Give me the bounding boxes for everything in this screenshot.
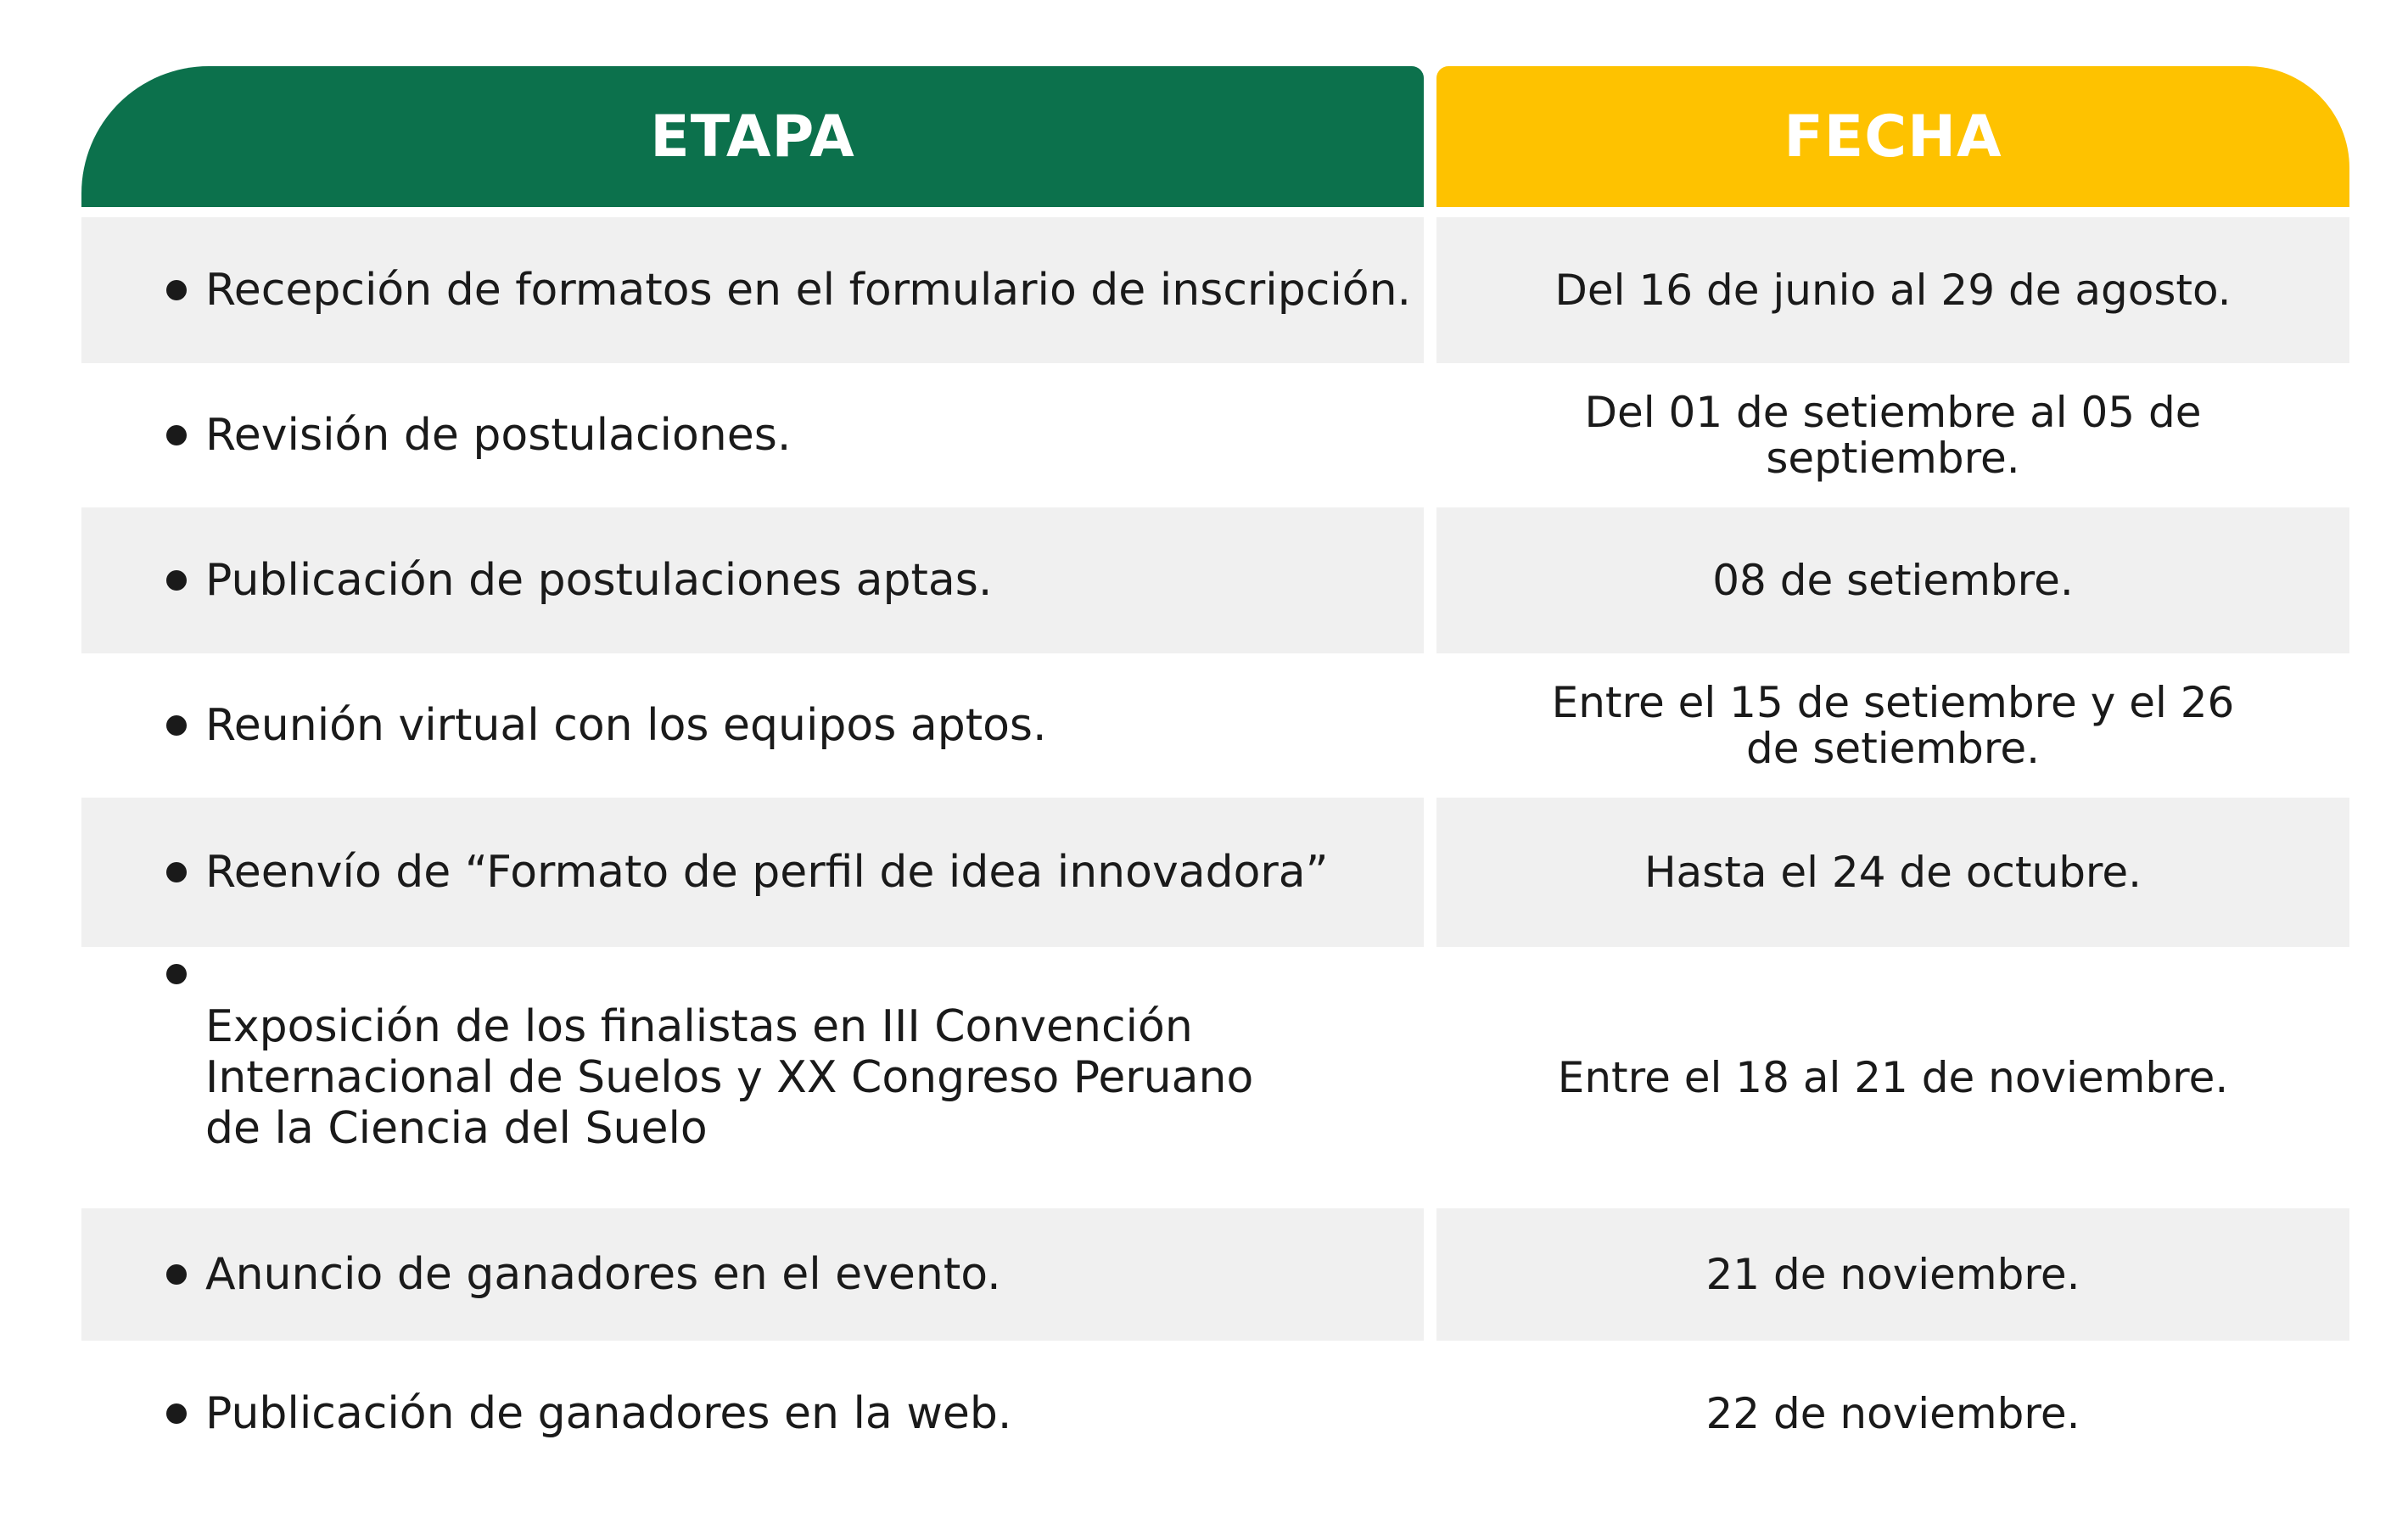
etapa-cell	[81, 1208, 1424, 1341]
etapa-header-label: ETAPA	[650, 103, 855, 171]
bullet-icon	[166, 715, 187, 736]
table-row	[81, 1208, 2349, 1341]
etapa-cell	[81, 653, 1424, 798]
fecha-cell	[1436, 798, 2349, 947]
fecha-cell	[1436, 653, 2349, 798]
fecha-text: 21 de noviembre.	[1705, 1250, 2080, 1299]
etapa-cell	[81, 1341, 1424, 1487]
fecha-cell	[1436, 1208, 2349, 1341]
fecha-cell	[1436, 363, 2349, 507]
etapa-text: Anuncio de ganadores en el evento.	[205, 1249, 1001, 1300]
etapa-cell	[81, 217, 1424, 363]
etapa-text: Publicación de postulaciones aptas.	[205, 555, 993, 606]
table-row	[81, 363, 2349, 507]
etapa-text: Recepción de formatos en el formulario de inscripción.	[205, 265, 1412, 316]
etapa-cell	[81, 363, 1424, 507]
fecha-text: Entre el 18 al 21 de noviembre.	[1557, 1053, 2229, 1102]
bullet-icon	[166, 280, 187, 300]
fecha-cell	[1436, 947, 2349, 1208]
table-row	[81, 798, 2349, 947]
bullet-icon	[166, 1403, 187, 1424]
table-row	[81, 947, 2349, 1208]
etapa-cell	[81, 798, 1424, 947]
fecha-header-label: FECHA	[1784, 103, 2002, 171]
etapa-text: Exposición de los finalistas en III Convención Internacional de Suelos y XX Congreso Peruano de la Ciencia del Suelo	[205, 1001, 1254, 1154]
etapa-cell	[81, 947, 1424, 1208]
etapa-text: Reunión virtual con los equipos aptos.	[205, 700, 1047, 751]
fecha-text: Del 01 de setiembre al 05 de septiembre.	[1584, 388, 2202, 483]
fecha-cell	[1436, 507, 2349, 653]
table-row	[81, 1341, 2349, 1487]
fecha-text: Entre el 15 de setiembre y el 26 de setiembre.	[1551, 678, 2235, 773]
table-row	[81, 217, 2349, 363]
fecha-header	[1436, 66, 2349, 207]
fecha-text: 08 de setiembre.	[1712, 556, 2074, 605]
etapa-header	[81, 66, 1424, 207]
bullet-icon	[166, 862, 187, 882]
bullet-icon	[166, 1264, 187, 1285]
etapa-text: Reenvío de “Formato de perfil de idea innovadora”	[205, 847, 1329, 898]
bullet-icon	[166, 964, 187, 984]
fecha-cell	[1436, 217, 2349, 363]
bullet-icon	[166, 425, 187, 445]
bullet-icon	[166, 570, 187, 591]
fecha-cell	[1436, 1341, 2349, 1487]
fecha-text: Hasta el 24 de octubre.	[1644, 848, 2142, 897]
fecha-text: Del 16 de junio al 29 de agosto.	[1554, 266, 2232, 315]
etapa-text: Revisión de postulaciones.	[205, 410, 792, 461]
table-row	[81, 653, 2349, 798]
etapa-text: Publicación de ganadores en la web.	[205, 1388, 1012, 1439]
table-row	[81, 507, 2349, 653]
fecha-text: 22 de noviembre.	[1705, 1389, 2080, 1438]
etapa-cell	[81, 507, 1424, 653]
